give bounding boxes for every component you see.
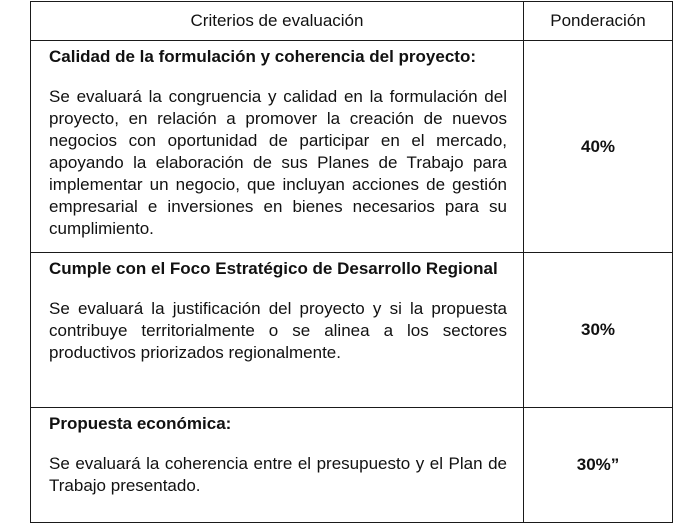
criterion-description: Se evaluará la coherencia entre el presupuesto y el Plan de Trabajo presentado. [49, 454, 507, 495]
criterion-cell [31, 41, 524, 253]
table-row [31, 41, 673, 253]
table-header-row [31, 2, 673, 41]
weight-value: 30%” [524, 408, 673, 523]
criterion-title: Calidad de la formulación y coherencia del proyecto: [49, 47, 477, 66]
evaluation-criteria-table [30, 1, 673, 523]
criterion-description: Se evaluará la justificación del proyecto y si la propuesta contribuye territorialmente o se alinea a los sectores productivos priorizados regionalmente. [49, 299, 507, 362]
criterion-cell [31, 408, 524, 523]
weight-header: Ponderación [524, 2, 673, 41]
criterion-title: Propuesta económica: [49, 414, 232, 433]
criteria-header: Criterios de evaluación [31, 2, 524, 41]
weight-value: 30% [524, 253, 673, 408]
criterion-description: Se evaluará la congruencia y calidad en la formulación del proyecto, en relación a promover la creación de nuevos negocios con oportunidad de participar en el mercado, apoyando la elaboración de sus Planes de Trabajo para implementar un negocio, que incluyan acciones de gestión empresarial e inversiones en bienes necesarios para su cumplimiento. [49, 87, 507, 238]
criterion-title: Cumple con el Foco Estratégico de Desarrollo Regional [49, 259, 498, 278]
table-row [31, 408, 673, 523]
table-row [31, 253, 673, 408]
criterion-cell [31, 253, 524, 408]
weight-value: 40% [524, 41, 673, 253]
